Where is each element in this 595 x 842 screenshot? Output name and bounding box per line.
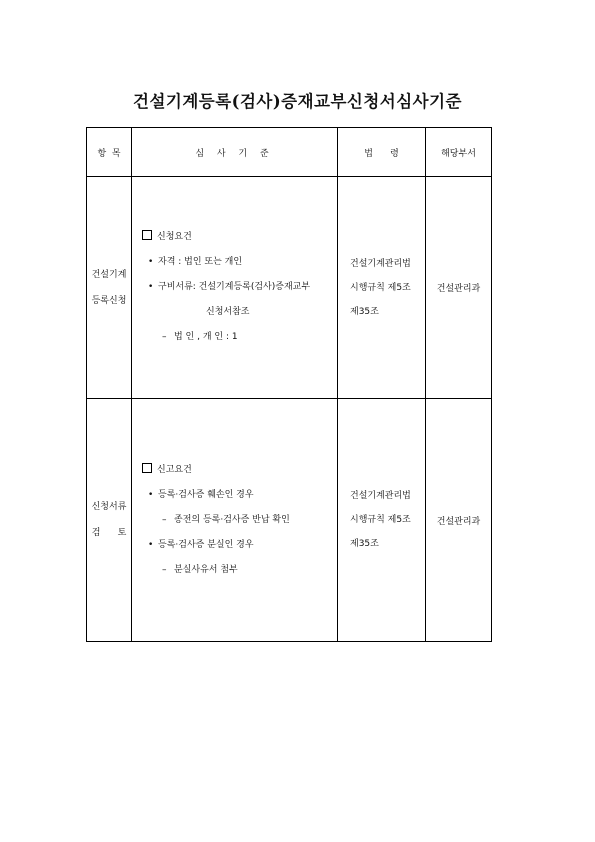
criteria-line: – 종전의 등록·검사증 반납 확인: [142, 508, 337, 533]
criteria-heading: 신청요건: [142, 225, 337, 250]
law-line: 제35조: [350, 306, 379, 317]
review-criteria-table: [86, 127, 492, 642]
row-item-line: 건설기계: [91, 269, 127, 280]
row-item-cell: [87, 399, 132, 642]
document-title: 건설기계등록(검사)증재교부신청서심사기준: [133, 92, 462, 111]
criteria-line: 신청서참조: [206, 307, 250, 317]
law-line: 건설기계관리법: [350, 258, 411, 269]
law-line: 건설기계관리법: [350, 491, 411, 501]
criteria-line: • 등록·검사증 훼손인 경우: [142, 483, 337, 508]
row-criteria-cell: [132, 177, 338, 399]
row-item-line: 등록신청: [91, 295, 127, 306]
criteria-line: • 자격 : 법인 또는 개인: [142, 250, 337, 275]
row-dept-cell: 건설관리과: [426, 177, 492, 399]
criteria-line: • 등록·검사증 분실인 경우: [142, 533, 337, 558]
header-item: 항 목: [87, 128, 132, 177]
criteria-line: – 법 인 , 개 인 : 1: [142, 325, 337, 350]
criteria-line: – 분실사유서 첨부: [142, 558, 337, 583]
row-item-char: 검: [91, 528, 101, 538]
row-item-cell: [87, 177, 132, 399]
table-row: [87, 399, 492, 642]
row-law-cell: [338, 399, 426, 642]
row-item-line: 신청서류: [91, 502, 127, 512]
law-line: 제35조: [350, 539, 379, 549]
law-line: 시행규칙 제5조: [350, 515, 411, 525]
criteria-line: • 구비서류: 건설기계등록(검사)증재교부: [142, 275, 337, 300]
row-item-char: 토: [117, 528, 127, 538]
header-criteria: 심 사 기 준: [132, 128, 338, 177]
criteria-heading: 신고요건: [142, 458, 337, 483]
table-row: [87, 177, 492, 399]
row-law-cell: [338, 177, 426, 399]
row-dept-cell: 건설관리과: [426, 399, 492, 642]
table-header-row: [87, 128, 492, 177]
row-criteria-cell: [132, 399, 338, 642]
header-law: 법 령: [338, 128, 426, 177]
header-dept: 해당부서: [426, 128, 492, 177]
row-item-line: [87, 520, 131, 546]
law-line: 시행규칙 제5조: [350, 282, 411, 293]
